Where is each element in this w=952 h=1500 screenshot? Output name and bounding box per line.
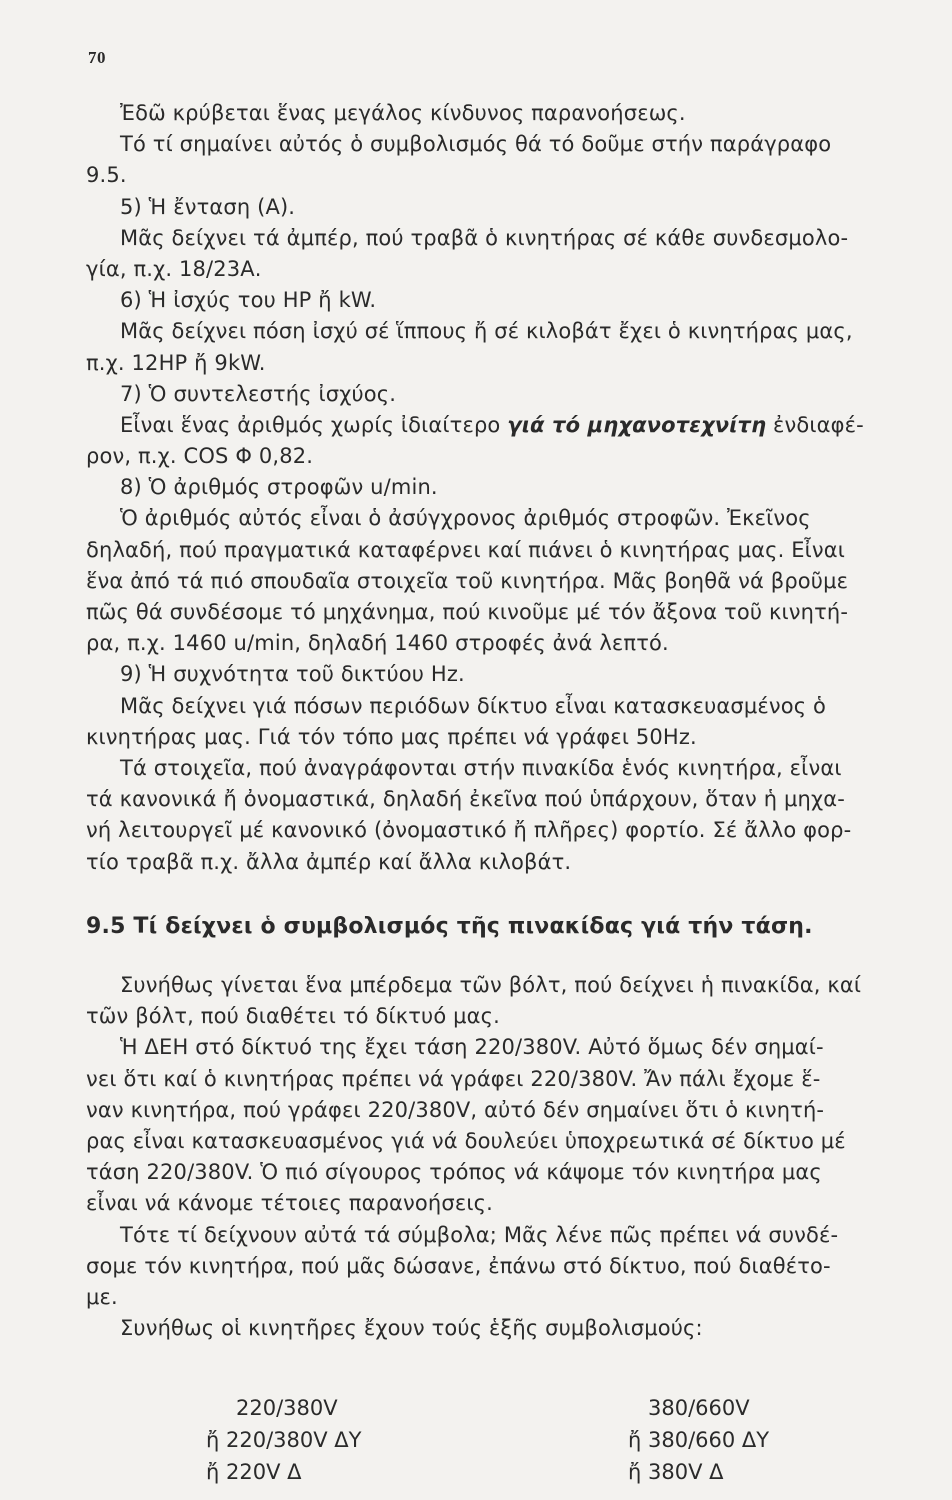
symbols-right-column [628,1392,769,1488]
text-line: Τό τί σημαίνει αὐτός ὁ συμβολισμός θά τό δοῦμε στήν παράγραφο [120,132,832,157]
symbol-line: ἤ 220/380V ΔΥ [206,1428,362,1452]
text-line: τά κανονικά ἤ ὀνομαστικά, δηλαδή ἐκεῖνα πού ὑπάρχουν, ὅταν ἡ μηχα- [86,787,845,812]
text-line: ναν κινητήρα, πού γράφει 220/380V, αὐτό δέν σημαίνει ὅτι ὁ κινητή- [86,1097,825,1122]
page-number: 70 [88,48,106,67]
symbol-line: 380/660V [648,1396,750,1420]
symbol-line: ἤ 380/660 ΔΥ [628,1428,770,1452]
text-line: ρον, π.χ. COS Φ 0,82. [86,444,314,469]
text-line: σομε τόν κινητήρα, πού μᾶς δώσανε, ἐπάνω στό δίκτυο, πού διαθέτο- [86,1253,831,1278]
text-fragment: Εἶναι ἕνας ἀριθμός χωρίς ἰδιαίτερο [120,412,501,437]
text-line: Τότε τί δείχνουν αὐτά τά σύμβολα; Μᾶς λένε πῶς πρέπει νά συνδέ- [120,1222,839,1247]
text-line: Τά στοιχεῖα, πού ἀναγράφονται στήν πινακίδα ἑνός κινητήρα, εἶναι [120,755,842,780]
text-line: τίο τραβᾶ π.χ. ἄλλα ἀμπέρ καί ἄλλα κιλοβάτ. [86,849,572,874]
text-line: 7) Ὁ συντελεστής ἰσχύος. [120,381,397,406]
body-text-lower [86,970,912,1344]
text-line: ρα, π.χ. 1460 u/min, δηλαδή 1460 στροφές ἀνά λεπτό. [86,631,669,656]
text-line: με. [86,1284,118,1309]
text-line: Συνήθως οἱ κινητῆρες ἔχουν τούς ἑξῆς συμβολισμούς: [120,1316,703,1341]
symbol-line: ἤ 220V Δ [206,1460,302,1484]
text-line: π.χ. 12HP ἤ 9kW. [86,350,266,375]
text-line: νει ὅτι καί ὁ κινητήρας πρέπει νά γράφει 220/380V. Ἄν πάλι ἔχομε ἕ- [86,1066,821,1091]
text-fragment: ἐνδιαφέ- [773,412,864,437]
text-line: 6) Ἡ ἰσχύς του HP ἤ kW. [120,288,377,313]
text-line: Μᾶς δείχνει τά ἀμπέρ, πού τραβᾶ ὁ κινητήρας σέ κάθε συνδεσμολο- [120,225,849,250]
text-line: δηλαδή, πού πραγματικά καταφέρνει καί πιάνει ὁ κινητήρας μας. Εἶναι [86,537,846,562]
text-line: Ὁ ἀριθμός αὐτός εἶναι ὁ ἀσύγχρονος ἀριθμός στροφῶν. Ἐκεῖνος [120,506,811,531]
text-line: Συνήθως γίνεται ἕνα μπέρδεμα τῶν βόλτ, πού δείχνει ἡ πινακίδα, καί [120,973,862,997]
body-text-upper [86,98,912,878]
symbol-line: ἤ 380V Δ [628,1460,724,1484]
text-line: νή λειτουργεῖ μέ κανονικό (ὀνομαστικό ἤ πλῆρες) φορτίο. Σέ ἄλλο φορ- [86,818,852,843]
text-line: Ἡ ΔΕΗ στό δίκτυό της ἔχει τάση 220/380V. Αὐτό ὅμως δέν σημαί- [120,1035,824,1060]
text-line: 5) Ἡ ἔνταση (Α). [120,194,296,219]
text-line: ἕνα ἀπό τά πιό σπουδαῖα στοιχεῖα τοῦ κινητήρα. Μᾶς βοηθᾶ νά βροῦμε [86,568,849,593]
text-line: Μᾶς δείχνει γιά πόσων περιόδων δίκτυο εἶναι κατασκευασμένος ὁ [120,693,827,718]
text-line: εἶναι νά κάνομε τέτοιες παρανοήσεις. [86,1191,493,1216]
text-line: ρας εἶναι κατασκευασμένος γιά νά δουλεύει ὑποχρεωτικά σέ δίκτυο μέ [86,1128,846,1153]
text-line: 8) Ὁ ἀριθμός στροφῶν u/min. [120,475,438,500]
text-line: πῶς θά συνδέσομε τό μηχάνημα, πού κινοῦμε μέ τόν ἄξονα τοῦ κινητή- [86,600,849,624]
emphasis-text: γιά τό μηχανοτεχνίτη [507,412,767,437]
text-line: τῶν βόλτ, πού διαθέτει τό δίκτυό μας. [86,1004,500,1029]
symbol-line: 220/380V [236,1396,338,1420]
text-line: Ἐδῶ κρύβεται ἕνας μεγάλος κίνδυνος παρανοήσεως. [120,101,686,125]
text-line: Μᾶς δείχνει πόση ἰσχύ σέ ἵππους ἤ σέ κιλοβάτ ἔχει ὁ κινητήρας μας, [120,319,853,344]
text-line: τάση 220/380V. Ὁ πιό σίγουρος τρόπος νά κάψομε τόν κινητήρα μας [86,1160,822,1185]
text-line: 9) Ἡ συχνότητα τοῦ δικτύου Hz. [120,662,465,687]
symbols-left-column [206,1392,361,1488]
text-line: κινητήρας μας. Γιά τόν τόπο μας πρέπει νά γράφει 50Hz. [86,724,697,749]
section-heading: 9.5 Τί δείχνει ὁ συμβολισμός τῆς πινακίδας γιά τήν τάση. [86,914,813,939]
text-line-emphasis [86,410,912,441]
text-line: γία, π.χ. 18/23Α. [86,256,262,281]
text-line: 9.5. [86,163,127,188]
